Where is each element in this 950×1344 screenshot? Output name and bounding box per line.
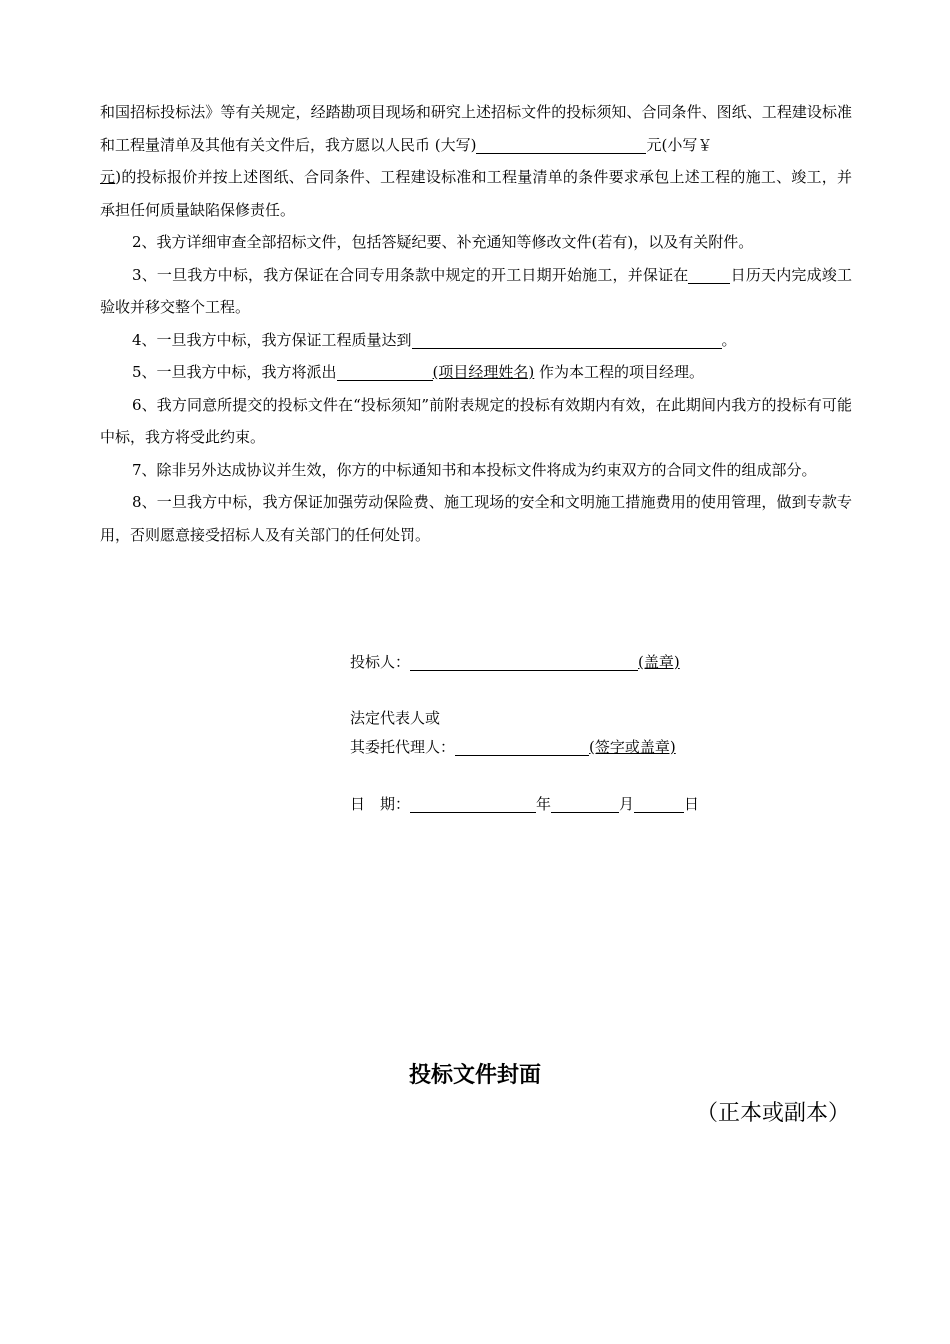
paragraph-5-text-c: 作为本工程的项目经理。 [539, 363, 705, 381]
bidder-stamp-note: (盖章) [638, 653, 680, 671]
representative-sign-note: (签字或盖章) [589, 738, 676, 756]
date-label: 日 期： [350, 795, 411, 813]
month-label: 月 [619, 795, 635, 813]
representative-label-2: 其委托代理人： [350, 738, 456, 756]
paragraph-1-text-a: 和国招标投标法》等有关规定，经踏勘项目现场和研究上述招标文件的投标须知、合同条件、图纸、工程建设标准和工程量清单及其他有关文件后，我方愿以人民币 (大写) [100, 103, 852, 154]
representative-blank [455, 738, 589, 756]
paragraph-1 [100, 96, 852, 226]
calendar-days-blank [688, 266, 730, 284]
year-label: 年 [536, 795, 552, 813]
quality-standard-blank [412, 331, 722, 349]
cover-subtitle: （正本或副本） [695, 1101, 850, 1126]
bidder-line [350, 648, 680, 676]
paragraph-8: 8、一旦我方中标，我方保证加强劳动保险费、施工现场的安全和文明施工措施费用的使用管理，做到专款专用，否则愿意接受招标人及有关部门的任何处罚。 [100, 493, 852, 544]
representative-line-2 [350, 733, 676, 761]
paragraph-1-text-d: )的投标报价并按上述图纸、合同条件、工程建设标准和工程量清单的条件要求承包上述工程的施工、竣工，并承担任何质量缺陷保修责任。 [100, 168, 852, 219]
project-manager-note: (项目经理姓名) [432, 363, 535, 381]
paragraph-4 [100, 324, 852, 357]
bidder-label: 投标人： [350, 653, 411, 671]
project-manager-blank [337, 363, 433, 381]
bidder-blank [410, 653, 638, 671]
month-blank [551, 795, 619, 813]
cover-title: 投标文件封面 [408, 1063, 541, 1088]
paragraph-1-text-b: 元(小写￥ [646, 135, 713, 154]
date-line [350, 790, 699, 818]
day-label: 日 [684, 795, 700, 813]
year-blank [410, 795, 536, 813]
paragraph-4-text-b: 。 [721, 330, 737, 349]
paragraph-3 [100, 259, 852, 324]
paragraph-6: 6、我方同意所提交的投标文件在“投标须知”前附表规定的投标有效期内有效，在此期间内我方的投标有可能中标，我方将受此约束。 [100, 395, 852, 446]
paragraph-4-text-a: 4、一旦我方中标，我方保证工程质量达到 [132, 330, 412, 349]
paragraph-7: 7、除非另外达成协议并生效，你方的中标通知书和本投标文件将成为约束双方的合同文件的组成部分。 [132, 460, 817, 479]
paragraph-2: 2、我方详细审查全部招标文件，包括答疑纪要、补充通知等修改文件(若有)，以及有关附件。 [132, 233, 754, 251]
amount-unit-underlined: 元 [100, 168, 116, 186]
amount-uppercase-blank [476, 136, 646, 154]
paragraph-5 [100, 356, 852, 389]
representative-line-1 [350, 704, 440, 732]
tender-letter-body [100, 96, 852, 551]
day-blank [634, 795, 684, 813]
paragraph-3-text-a: 3、一旦我方中标，我方保证在合同专用条款中规定的开工日期开始施工，并保证在 [132, 265, 689, 284]
representative-label-1: 法定代表人或 [350, 709, 441, 727]
paragraph-3-text-b: 日历天内完成竣工验收并移交整个工程。 [100, 265, 852, 316]
paragraph-5-text-a: 5、一旦我方中标，我方将派出 [132, 363, 337, 381]
